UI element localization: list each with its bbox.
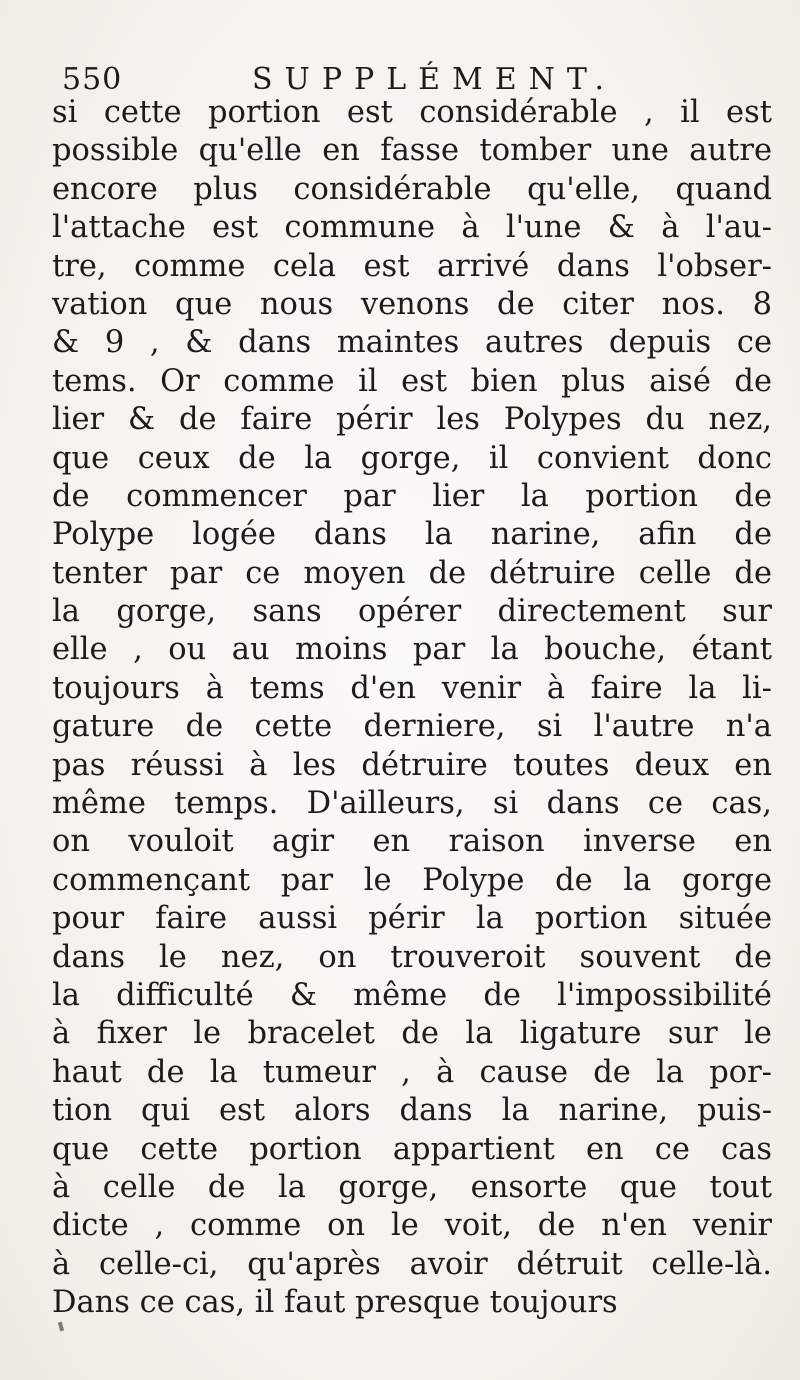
text-line: dicte , comme on le voit, de n'en venir	[52, 1208, 772, 1244]
text-line: tion qui est alors dans la narine, puis-	[52, 1093, 772, 1129]
text-line: si cette portion est considérable , il est	[52, 95, 772, 130]
text-line: dans le nez, on trouveroit souvent de	[52, 939, 772, 975]
text-line: on vouloit agir en raison inverse en	[52, 824, 772, 860]
text-line: la difficulté & même de l'impossibilité	[52, 977, 772, 1013]
text-line: haut de la tumeur , à cause de la por-	[52, 1054, 772, 1090]
text-line: & 9 , & dans maintes autres depuis ce	[52, 325, 772, 361]
text-line: lier & de faire périr les Polypes du nez,	[52, 402, 772, 438]
text-line: à celle-ci, qu'après avoir détruit celle-là.	[52, 1246, 772, 1282]
text-line: encore plus considérable qu'elle, quand	[52, 171, 772, 207]
text-line: tenter par ce moyen de détruire celle de	[52, 555, 772, 591]
text-line: Dans ce cas, il faut presque toujours	[52, 1285, 618, 1321]
running-head: SUPPLÉMENT.	[252, 62, 617, 97]
text-line: que cette portion appartient en ce cas	[52, 1131, 772, 1167]
text-line: tre, comme cela est arrivé dans l'obser-	[52, 248, 772, 284]
text-line: la gorge, sans opérer directement sur	[52, 594, 772, 630]
text-line: tems. Or comme il est bien plus aisé de	[52, 363, 772, 399]
ink-speck	[58, 1322, 64, 1332]
text-line: de commencer par lier la portion de	[52, 478, 772, 514]
text-line: pour faire aussi périr la portion située	[52, 901, 772, 937]
body-text	[52, 94, 772, 1323]
text-line: que ceux de la gorge, il convient donc	[52, 440, 772, 476]
text-line: possible qu'elle en fasse tomber une autre	[52, 133, 772, 169]
text-line: gature de cette derniere, si l'autre n'a	[52, 709, 772, 745]
text-line: à fixer le bracelet de la ligature sur le	[52, 1016, 772, 1052]
text-line: elle , ou au moins par la bouche, étant	[52, 632, 772, 668]
text-line: commençant par le Polype de la gorge	[52, 862, 772, 898]
text-line: à celle de la gorge, ensorte que tout	[52, 1169, 772, 1205]
text-line: Polype logée dans la narine, afin de	[52, 517, 772, 553]
page-number: 550	[62, 62, 123, 97]
text-line: pas réussi à les détruire toutes deux en	[52, 747, 772, 783]
text-line: l'attache est commune à l'une & à l'au-	[52, 210, 772, 246]
text-line: même temps. D'ailleurs, si dans ce cas,	[52, 786, 772, 822]
text-line: vation que nous venons de citer nos. 8	[52, 286, 772, 322]
text-line: toujours à tems d'en venir à faire la li-	[52, 670, 772, 706]
